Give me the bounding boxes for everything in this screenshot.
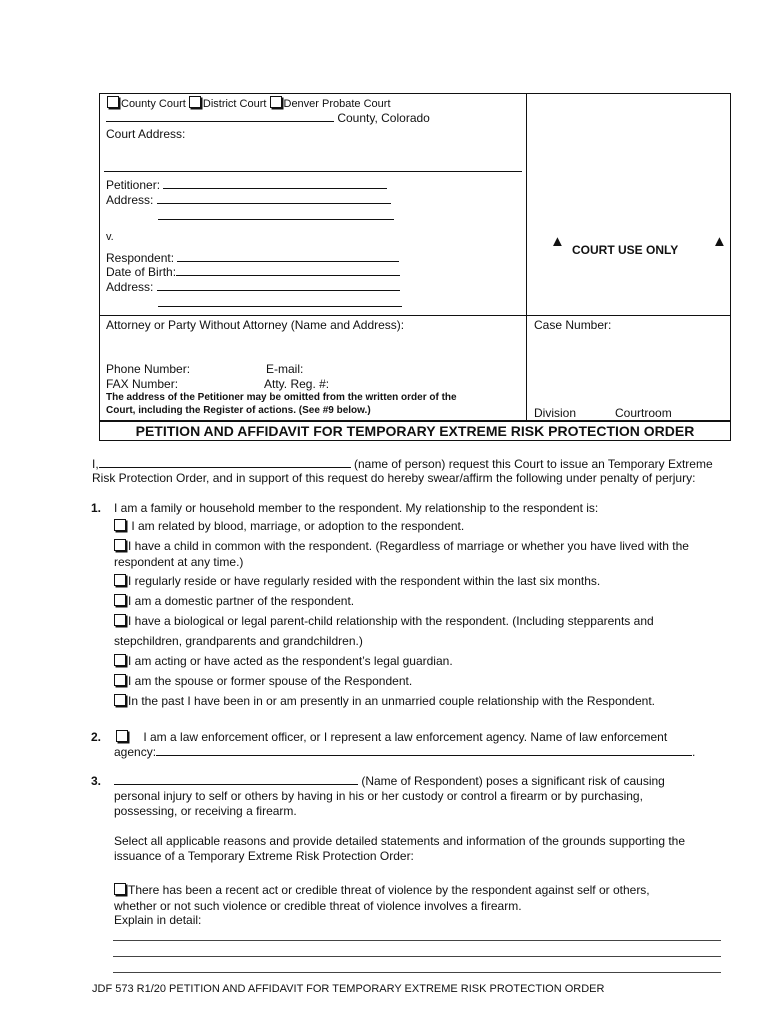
relationship-checkbox[interactable]: [114, 539, 126, 551]
county-colorado-label: County, Colorado: [337, 111, 430, 125]
email-label: E-mail:: [266, 362, 304, 376]
section-2-line-1: [116, 730, 667, 744]
respondent-address-field: [106, 280, 400, 294]
respondent-address-label: Address:: [106, 280, 154, 294]
division-label: Division: [534, 406, 577, 420]
petitioner-address-field: [106, 193, 391, 207]
probate-court-label: Denver Probate Court: [283, 98, 391, 110]
caption-divider: [99, 315, 731, 316]
form-title: PETITION AND AFFIDAVIT FOR TEMPORARY EXTREME RISK PROTECTION ORDER: [99, 421, 731, 441]
county-blank[interactable]: [106, 111, 334, 122]
omit-note: Court, including the Register of actions. (See #9 below.): [106, 405, 371, 416]
dob-label: Date of Birth:: [106, 265, 177, 279]
explain-line[interactable]: [113, 956, 721, 957]
law-enforcement-checkbox[interactable]: [116, 730, 128, 742]
section-2-number: 2.: [91, 730, 102, 744]
option-label: I am the spouse or former spouse of the Respondent.: [128, 674, 413, 688]
relationship-checkbox[interactable]: [114, 654, 126, 666]
case-number-label: Case Number:: [534, 318, 612, 332]
court-options: [107, 96, 391, 110]
triangle-icon: ▲: [712, 233, 727, 250]
caption-divider: [526, 93, 527, 421]
county-line: [106, 111, 430, 125]
section-1-number: 1.: [91, 501, 102, 515]
section-2-line-2: [114, 745, 695, 759]
dob-blank[interactable]: [176, 265, 400, 276]
risk-statement: (Name of Respondent) poses a significant risk of causing: [361, 774, 665, 788]
select-reasons-1: Select all applicable reasons and provide detailed statements and information of the grounds supporting the: [114, 834, 686, 848]
name-of-person-blank[interactable]: [99, 457, 351, 468]
caption-divider: [104, 171, 522, 172]
section-3-line-1: [114, 774, 665, 788]
petitioner-address-blank-2[interactable]: [158, 209, 394, 223]
agency-period: .: [692, 745, 696, 759]
relationship-checkbox[interactable]: [114, 694, 126, 706]
courtroom-label: Courtroom: [615, 406, 672, 420]
attorney-label: Attorney or Party Without Attorney (Name and Address):: [106, 318, 405, 332]
reason-label: There has been a recent act or credible threat of violence by the respondent against self or others,: [128, 883, 650, 897]
respondent-label: Respondent:: [106, 251, 175, 265]
section-3-number: 3.: [91, 774, 102, 788]
relationship-checkbox[interactable]: [114, 614, 126, 626]
respondent-blank[interactable]: [177, 251, 399, 262]
district-court-checkbox[interactable]: [189, 96, 201, 108]
relationship-option: [114, 594, 354, 608]
court-use-only-label: COURT USE ONLY: [572, 243, 679, 257]
option-label: I regularly reside or have regularly resided with the respondent within the last six months.: [128, 574, 601, 588]
versus-label: v.: [106, 231, 114, 243]
reason-option: [114, 883, 650, 897]
law-enforcement-text: I am a law enforcement officer, or I represent a law enforcement agency. Name of law enforcement: [143, 730, 668, 744]
explain-line[interactable]: [113, 972, 721, 973]
option-label: I am related by blood, marriage, or adoption to the respondent.: [131, 519, 465, 533]
relationship-option: [114, 674, 412, 688]
option-label: I have a biological or legal parent-child relationship with the respondent. (Including stepparents and: [128, 614, 654, 628]
explain-label: Explain in detail:: [114, 913, 202, 927]
reason-continuation: whether or not such violence or credible threat of violence involves a firearm.: [114, 899, 522, 913]
respondent-address-blank[interactable]: [157, 280, 400, 291]
agency-blank[interactable]: [156, 745, 692, 756]
option-label: I am acting or have acted as the respondent’s legal guardian.: [128, 654, 453, 668]
atty-reg-label: Atty. Reg. #:: [264, 377, 330, 391]
phone-label: Phone Number:: [106, 362, 191, 376]
triangle-icon: ▲: [550, 233, 565, 250]
county-court-checkbox[interactable]: [107, 96, 119, 108]
section-3-line-2: personal injury to self or others by having in his or her custody or control a firearm or by purchasing,: [114, 789, 643, 803]
intro-line-1: [92, 457, 713, 471]
agency-label: agency:: [114, 745, 157, 759]
relationship-option: [114, 519, 464, 533]
court-address-label: Court Address:: [106, 127, 186, 141]
petitioner-address-blank[interactable]: [157, 193, 391, 204]
intro-line-2: Risk Protection Order, and in support of this request do hereby swear/affirm the following under penalty of perjury:: [92, 471, 696, 485]
district-court-label: District Court: [202, 98, 267, 110]
option-label: I have a child in common with the respondent. (Regardless of marriage or whether you have lived with the: [128, 539, 689, 553]
relationship-option: [114, 539, 689, 553]
county-court-label: County Court: [121, 98, 186, 110]
relationship-option: [114, 574, 600, 588]
dob-field: [106, 265, 400, 279]
petitioner-field: [106, 178, 387, 192]
relationship-option: [114, 614, 654, 628]
relationship-option: [114, 694, 655, 708]
footer: JDF 573 R1/20 PETITION AND AFFIDAVIT FOR TEMPORARY EXTREME RISK PROTECTION ORDER: [92, 983, 605, 995]
relationship-checkbox[interactable]: [114, 574, 126, 586]
relationship-option: [114, 654, 453, 668]
respondent-field: [106, 251, 399, 265]
relationship-checkbox[interactable]: [114, 519, 126, 531]
section-3-line-3: possessing, or receiving a firearm.: [114, 804, 297, 818]
respondent-name-blank[interactable]: [114, 774, 358, 785]
relationship-checkbox[interactable]: [114, 674, 126, 686]
select-reasons-2: issuance of a Temporary Extreme Risk Protection Order:: [114, 849, 414, 863]
option-label: I am a domestic partner of the respondent.: [128, 594, 355, 608]
intro-suffix: (name of person) request this Court to issue an Temporary Extreme: [354, 457, 713, 471]
petitioner-label: Petitioner:: [106, 178, 161, 192]
omit-note: The address of the Petitioner may be omitted from the written order of the: [106, 392, 457, 403]
intro-prefix: I,: [92, 457, 99, 471]
threat-checkbox[interactable]: [114, 883, 126, 895]
probate-court-checkbox[interactable]: [270, 96, 282, 108]
option-continuation: stepchildren, grandparents and grandchildren.): [114, 634, 363, 648]
respondent-address-blank-2[interactable]: [158, 296, 402, 310]
option-continuation: respondent at any time.): [114, 555, 244, 569]
explain-line[interactable]: [113, 940, 721, 941]
relationship-checkbox[interactable]: [114, 594, 126, 606]
fax-label: FAX Number:: [106, 377, 179, 391]
section-1-lead: I am a family or household member to the respondent. My relationship to the respondent is:: [114, 501, 599, 515]
petitioner-blank[interactable]: [163, 178, 387, 189]
option-label: In the past I have been in or am presently in an unmarried couple relationship with the Respondent.: [128, 694, 655, 708]
petitioner-address-label: Address:: [106, 193, 154, 207]
